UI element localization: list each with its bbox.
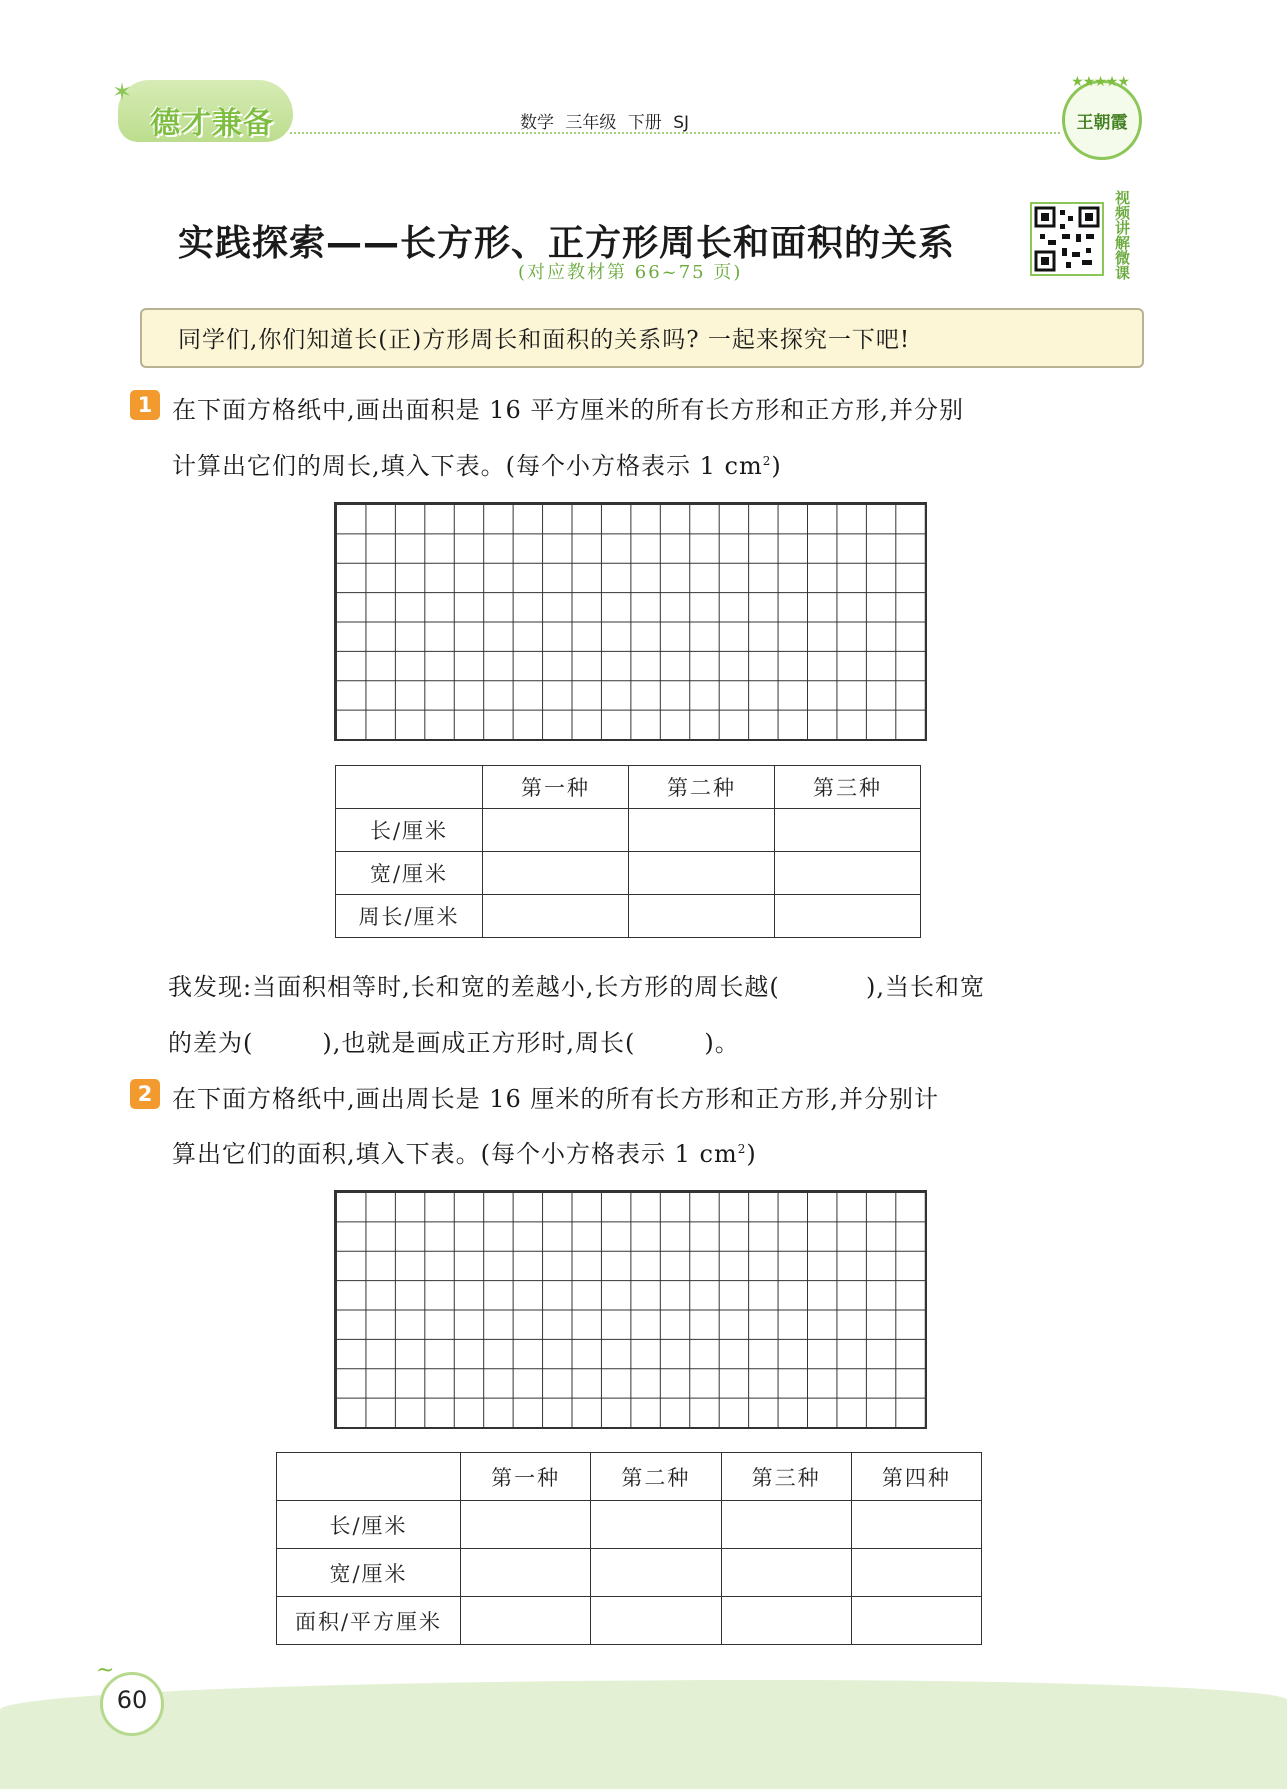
page-subtitle: (对应教材第 66~75 页) <box>518 262 743 283</box>
table-row <box>336 895 921 938</box>
answer-cell[interactable] <box>775 852 921 895</box>
table-1 <box>335 765 921 938</box>
table-2-header: 第四种 <box>851 1453 981 1501</box>
intro-banner-text: 同学们,你们知道长(正)方形周长和面积的关系吗? 一起来探究一下吧! <box>178 327 911 353</box>
book-info: 数学 三年级 下册 SJ <box>520 113 690 133</box>
row-label: 宽/厘米 <box>277 1549 461 1597</box>
question-2-number: 2 <box>130 1079 160 1109</box>
answer-cell[interactable] <box>775 809 921 852</box>
question-1-line1: 在下面方格纸中,画出面积是 16 平方厘米的所有长方形和正方形,并分别 <box>172 396 965 424</box>
page-title: 实践探索——长方形、正方形周长和面积的关系 <box>178 223 956 264</box>
table-row <box>277 1597 982 1645</box>
answer-cell[interactable] <box>591 1549 721 1597</box>
row-label: 宽/厘米 <box>336 852 483 895</box>
answer-cell[interactable] <box>851 1597 981 1645</box>
qr-code-graphic <box>1032 204 1102 274</box>
answer-cell[interactable] <box>629 895 775 938</box>
table-row <box>277 1501 982 1549</box>
answer-cell[interactable] <box>629 852 775 895</box>
question-2-close-paren: ) <box>746 1140 757 1168</box>
table-row <box>336 809 921 852</box>
row-label: 周长/厘米 <box>336 895 483 938</box>
answer-cell[interactable] <box>591 1501 721 1549</box>
table-1-header: 第二种 <box>629 766 775 809</box>
footer-background <box>0 1680 1287 1789</box>
answer-cell[interactable] <box>461 1597 591 1645</box>
question-2-line1: 在下面方格纸中,画出周长是 16 厘米的所有长方形和正方形,并分别计 <box>172 1085 940 1113</box>
answer-cell[interactable] <box>591 1597 721 1645</box>
table-2-corner <box>277 1453 461 1501</box>
question-1-number: 1 <box>130 390 160 420</box>
table-1-header: 第三种 <box>775 766 921 809</box>
question-2-line2 <box>172 1134 757 1169</box>
question-1-close-paren: ) <box>771 452 782 480</box>
table-1-corner <box>336 766 483 809</box>
table-2-header-row <box>277 1453 982 1501</box>
dolphin-icon: ~ <box>96 1658 115 1683</box>
answer-cell[interactable] <box>721 1549 851 1597</box>
table-2-header: 第三种 <box>721 1453 851 1501</box>
row-label: 面积/平方厘米 <box>277 1597 461 1645</box>
answer-cell[interactable] <box>461 1501 591 1549</box>
answer-cell[interactable] <box>721 1597 851 1645</box>
question-1-line2-text: 计算出它们的周长,填入下表。(每个小方格表示 1 cm <box>172 452 763 480</box>
table-2-header: 第一种 <box>461 1453 591 1501</box>
table-2-header: 第二种 <box>591 1453 721 1501</box>
grid-paper-1[interactable] <box>334 502 927 741</box>
answer-cell[interactable] <box>851 1501 981 1549</box>
page-number: 60 <box>116 1686 148 1714</box>
answer-cell[interactable] <box>721 1501 851 1549</box>
answer-cell[interactable] <box>483 895 629 938</box>
brand-text: 德才兼备 <box>150 106 274 141</box>
table-2 <box>276 1452 982 1645</box>
qr-code-icon[interactable] <box>1030 202 1104 276</box>
author-name: 王朝霞 <box>1076 113 1128 133</box>
table-row <box>336 852 921 895</box>
qr-label: 视频讲解微课 <box>1113 190 1131 280</box>
row-label: 长/厘米 <box>336 809 483 852</box>
palm-tree-icon: ✶ <box>112 78 133 106</box>
unit-superscript: 2 <box>737 1142 747 1156</box>
discovery-line-2: 的差为( ),也就是画成正方形时,周长( )。 <box>168 1029 740 1057</box>
discovery-line-1: 我发现:当面积相等时,长和宽的差越小,长方形的周长越( ),当长和宽 <box>168 973 985 1001</box>
table-row <box>277 1549 982 1597</box>
question-2-line2-text: 算出它们的面积,填入下表。(每个小方格表示 1 cm <box>172 1140 738 1168</box>
answer-cell[interactable] <box>483 852 629 895</box>
answer-cell[interactable] <box>851 1549 981 1597</box>
answer-cell[interactable] <box>629 809 775 852</box>
stars-icon: ★★★★★ <box>1071 74 1129 90</box>
grid-paper-2[interactable] <box>334 1190 927 1429</box>
table-1-header: 第一种 <box>483 766 629 809</box>
answer-cell[interactable] <box>775 895 921 938</box>
row-label: 长/厘米 <box>277 1501 461 1549</box>
unit-superscript: 2 <box>762 454 772 468</box>
question-1-line2 <box>172 446 782 481</box>
answer-cell[interactable] <box>483 809 629 852</box>
answer-cell[interactable] <box>461 1549 591 1597</box>
table-1-header-row <box>336 766 921 809</box>
